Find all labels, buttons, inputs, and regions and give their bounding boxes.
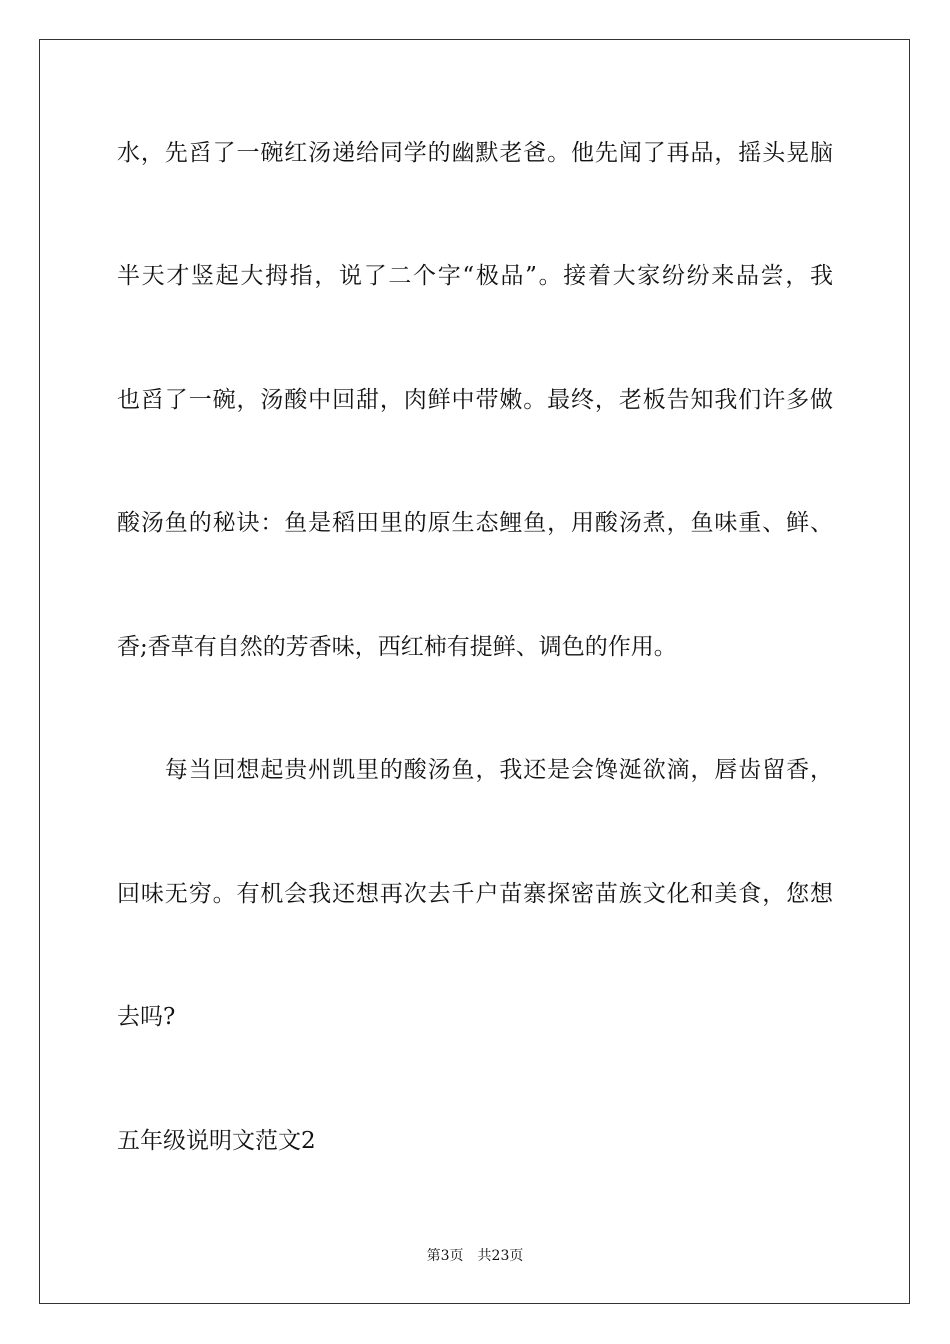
paragraph-line-8: 去吗? bbox=[117, 1004, 176, 1030]
paragraph-line-4: 酸汤鱼的秘诀：鱼是稻田里的原生态鲤鱼，用酸汤煮，鱼味重、鲜、 bbox=[117, 510, 833, 536]
paragraph-line-3: 也舀了一碗，汤酸中回甜，肉鲜中带嫩。最终，老板告知我们许多做 bbox=[117, 387, 833, 413]
paragraph-line-5: 香;香草有自然的芳香味，西红柿有提鲜、调色的作用。 bbox=[117, 634, 677, 660]
page-border bbox=[39, 39, 910, 1304]
paragraph-line-2: 半天才竖起大拇指，说了二个字“极品”。接着大家纷纷来品尝，我 bbox=[117, 263, 833, 289]
paragraph-line-1: 水，先舀了一碗红汤递给同学的幽默老爸。他先闻了再品，摇头晃脑 bbox=[117, 140, 833, 166]
paragraph-line-6: 每当回想起贵州凯里的酸汤鱼，我还是会馋涎欲滴，唇齿留香， bbox=[117, 757, 833, 783]
page-number: 第3页 bbox=[426, 1248, 464, 1264]
paragraph-line-7: 回味无穷。有机会我还想再次去千户苗寨探密苗族文化和美食，您想 bbox=[117, 881, 833, 907]
section-heading: 五年级说明文范文2 bbox=[117, 1128, 316, 1154]
page-total: 共23页 bbox=[477, 1248, 524, 1264]
page-footer bbox=[0, 1247, 950, 1265]
